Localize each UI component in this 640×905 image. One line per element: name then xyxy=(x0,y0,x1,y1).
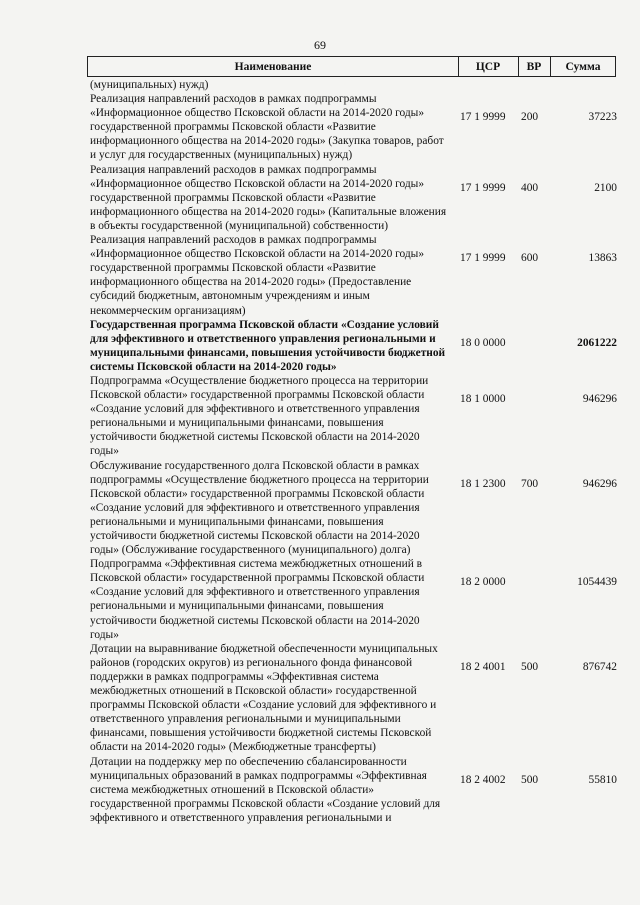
row-name: Реализация направлений расходов в рамках подпрограммы «Информационное общество Псковской области на 2014-2020 годы» государственной программы Псковской области «Развитие информационного общества на 2014-2020 годы» (Капитальные вложения в объекты государственной (муниципальной) собственности) xyxy=(90,163,447,232)
table-row xyxy=(87,755,617,825)
row-name: Дотации на выравнивание бюджетной обеспеченности муниципальных районов (городских округов) из регионального фонда финансовой поддержки в рамках подпрограммы «Эффективная система межбюджетных отношений в Псковской области» государственной программы Псковской области «Создание условий для эффективного и ответственного управления региональными и муниципальными финансами, повышения устойчивости бюджетной системы Псковской области на 2014-2020 годы» (Межбюджетные трансферты) xyxy=(90,642,438,754)
row-sum: 946296 xyxy=(582,392,617,405)
header-name: Наименование xyxy=(234,61,312,73)
row-vr: 700 xyxy=(521,477,539,490)
row-sum: 37223 xyxy=(588,111,617,124)
continued-row xyxy=(87,78,617,92)
row-csr: 18 2 0000 xyxy=(460,576,506,589)
table-row xyxy=(87,557,617,642)
row-csr: 17 1 9999 xyxy=(460,181,506,194)
row-csr: 18 1 0000 xyxy=(460,392,506,405)
row-csr: 18 2 4001 xyxy=(460,660,506,673)
row-name: Реализация направлений расходов в рамках подпрограммы «Информационное общество Псковской области на 2014-2020 годы» государственной программы Псковской области «Развитие информационного общества на 2014-2020 годы» (Предоставление субсидий бюджетным, автономным учреждениям и иным некоммерческим организациям) xyxy=(90,234,425,317)
table-row xyxy=(87,459,617,558)
continued-text: (муниципальных) нужд) xyxy=(90,79,209,91)
row-vr: 500 xyxy=(521,660,539,673)
row-name: Обслуживание государственного долга Псковской области в рамках подпрограммы «Осуществление бюджетного процесса на территории Псковской области» государственной программы Псковской области «Создание условий для эффективного и ответственного управления региональными и муниципальными финансами, повышения устойчивости бюджетной системы Псковской области на 2014-2020 годы» (Обслуживание государственного (муниципального) долга) xyxy=(90,459,429,557)
row-csr: 17 1 9999 xyxy=(460,111,506,124)
row-csr: 18 1 2300 xyxy=(460,477,506,490)
page-number: 69 xyxy=(314,38,326,52)
row-csr: 17 1 9999 xyxy=(460,252,506,265)
header-sum: Сумма xyxy=(565,61,601,73)
row-name: Реализация направлений расходов в рамках подпрограммы «Информационное общество Псковской области на 2014-2020 годы» государственной программы Псковской области «Развитие информационного общества на 2014-2020 годы» (Закупка товаров, работ и услуг для государственных (муниципальных) нужд) xyxy=(90,93,444,162)
header-vr: ВР xyxy=(526,61,542,73)
table-header xyxy=(87,56,616,77)
row-name: Подпрограмма «Осуществление бюджетного процесса на территории Псковской области» государственной программы Псковской области «Создание условий для эффективного и ответственного управления региональными и муниципальными финансами, повышения устойчивости бюджетной системы Псковской области на 2014-2020 годы» xyxy=(90,374,429,458)
table-body xyxy=(87,78,617,825)
row-sum: 946296 xyxy=(582,477,617,490)
row-sum: 876742 xyxy=(582,660,617,673)
row-vr: 600 xyxy=(521,252,539,265)
table-row xyxy=(87,92,617,162)
row-name: Государственная программа Псковской области «Создание условий для эффективного и ответственного управления региональными и муниципальными финансами, повышения устойчивости бюджетной системы Псковской области на 2014-2020 годы» xyxy=(90,318,446,373)
table-row xyxy=(87,642,617,755)
table-row xyxy=(87,318,617,374)
header-csr: ЦСР xyxy=(475,61,501,73)
row-name: Дотации на поддержку мер по обеспечению сбалансированности муниципальных образований в рамках подпрограммы «Эффективная система межбюджетных отношений в Псковской области» государственной программы Псковской области «Создание условий для эффективного и ответственного управления региональными и xyxy=(90,755,441,824)
row-csr: 18 0 0000 xyxy=(460,336,506,349)
row-sum: 1054439 xyxy=(577,576,617,589)
row-vr: 500 xyxy=(521,773,539,786)
row-vr: 400 xyxy=(521,181,539,194)
row-csr: 18 2 4002 xyxy=(460,773,506,786)
row-vr: 200 xyxy=(521,111,539,124)
row-sum: 2100 xyxy=(594,181,617,194)
row-sum: 13863 xyxy=(588,252,617,265)
table-row xyxy=(87,163,617,233)
row-name: Подпрограмма «Эффективная система межбюджетных отношений в Псковской области» государственной программы Псковской области «Создание условий для эффективного и ответственного управления региональными и муниципальными финансами, повышения устойчивости бюджетной системы Псковской области на 2014-2020 годы» xyxy=(90,558,425,641)
row-sum: 55810 xyxy=(588,773,617,786)
table-row xyxy=(87,233,617,318)
table-row xyxy=(87,374,617,459)
row-sum: 2061222 xyxy=(577,336,617,349)
